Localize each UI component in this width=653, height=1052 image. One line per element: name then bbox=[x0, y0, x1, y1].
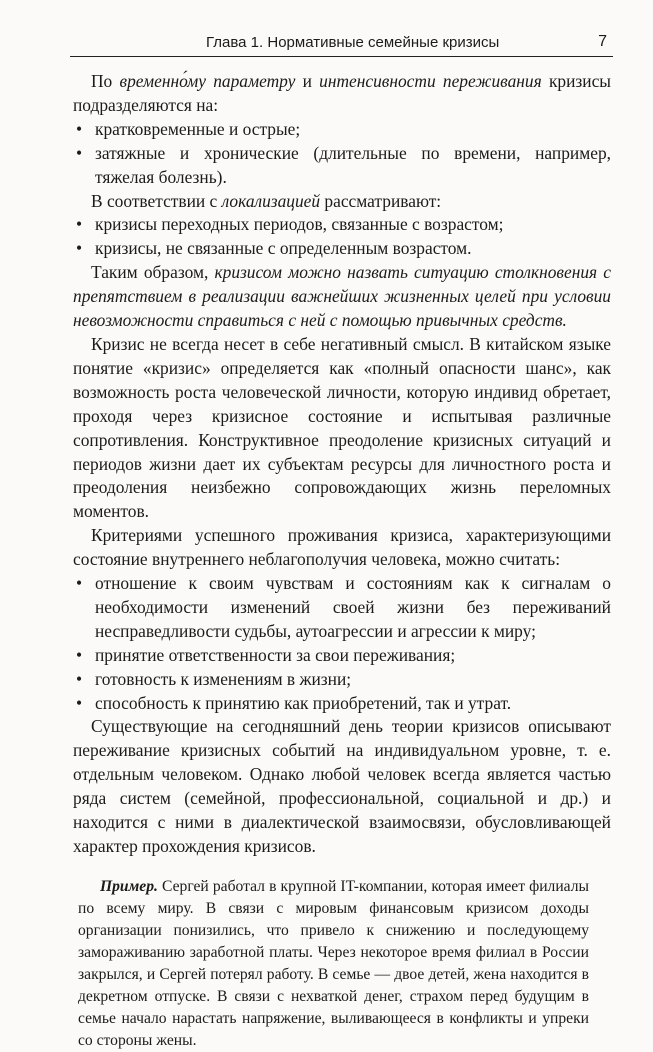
localization-intro: В соответствии с локализацией рассматривают: bbox=[91, 190, 442, 211]
chapter-title: Глава 1. Нормативные семейные кризисы bbox=[206, 34, 500, 51]
running-header bbox=[70, 32, 613, 57]
list-item: • затяжные и хронические (длительные по времени, например, тяжелая болезнь). bbox=[73, 142, 611, 190]
list-item: • готовность к изменениям в жизни; bbox=[73, 668, 611, 692]
example-label: Пример. bbox=[100, 877, 158, 895]
list-item: • принятие ответственности за свои переживания; bbox=[73, 644, 611, 668]
paragraph-meaning: Кризис не всегда несет в себе негативный смысл. В китайском языке понятие «кризис» определяется как «полный опасности шанс», как возможность роста человеческой личности, которую индивид обретает, проходя через кризисное состояние и испытывая различные сопротивления. Конструктивное преодоление кризисных ситуаций и периодов жизни дает их субъектам ресурсы для личностного роста и преодоления неизбежно сопровождающих жизнь переломных моментов. bbox=[73, 333, 611, 522]
page-number: 7 bbox=[598, 33, 607, 50]
classification-intro: По временно́му параметру и интенсивности переживания кризисы подразделяются на: bbox=[73, 71, 611, 115]
list-item: • кризисы, не связанные с определенным возрастом. bbox=[73, 237, 611, 261]
crisis-definition: Таким образом, кризисом можно назвать ситуацию столкновения с препятствием в реализации важнейших жизненных целей при условии невозможности справиться с ней с помощью привычных средств. bbox=[73, 262, 612, 331]
list-item: • кризисы переходных периодов, связанные с возрастом; bbox=[73, 213, 611, 237]
example-block bbox=[73, 876, 611, 1052]
list-item: • отношение к своим чувствам и состояниям как к сигналам о необходимости изменений своей жизни без переживаний несправедливости судьбы, аутоагрессии и агрессии к миру; bbox=[73, 572, 611, 644]
page-body bbox=[73, 70, 611, 1052]
list-item: • способность к принятию как приобретений, так и утрат. bbox=[73, 692, 611, 716]
paragraph-theories: Существующие на сегодняшний день теории кризисов описывают переживание кризисных событий на индивидуальном уровне, т. е. отдельным человеком. Однако любой человек всегда является частью ряда систем (семейной, профессиональной, социальной и др.) и находится с ними в диалектической взаимосвязи, обусловливающей характер прохождения кризисов. bbox=[73, 716, 611, 856]
paragraph-criteria: Критериями успешного проживания кризиса, характеризующими состояние внутреннего неблагополучия человека, можно считать: bbox=[73, 525, 611, 570]
list-item: • кратковременные и острые; bbox=[73, 118, 611, 142]
example-text: Пример. Сергей работал в крупной IT-компании, которая имеет филиалы по всему миру. В связи с мировым финансовым кризисом доходы организации понизились, что привело к снижению и последующему замораживанию заработной платы. Через некоторое время филиал в России закрылся, и Сергей потерял работу. В семье — двое детей, жена находится в декретном отпуске. В связи с нехваткой денег, страхом перед будущим в семье начало нарастать напряжение, выливающееся в конфликты и упреки со стороны жены. bbox=[78, 877, 589, 1049]
